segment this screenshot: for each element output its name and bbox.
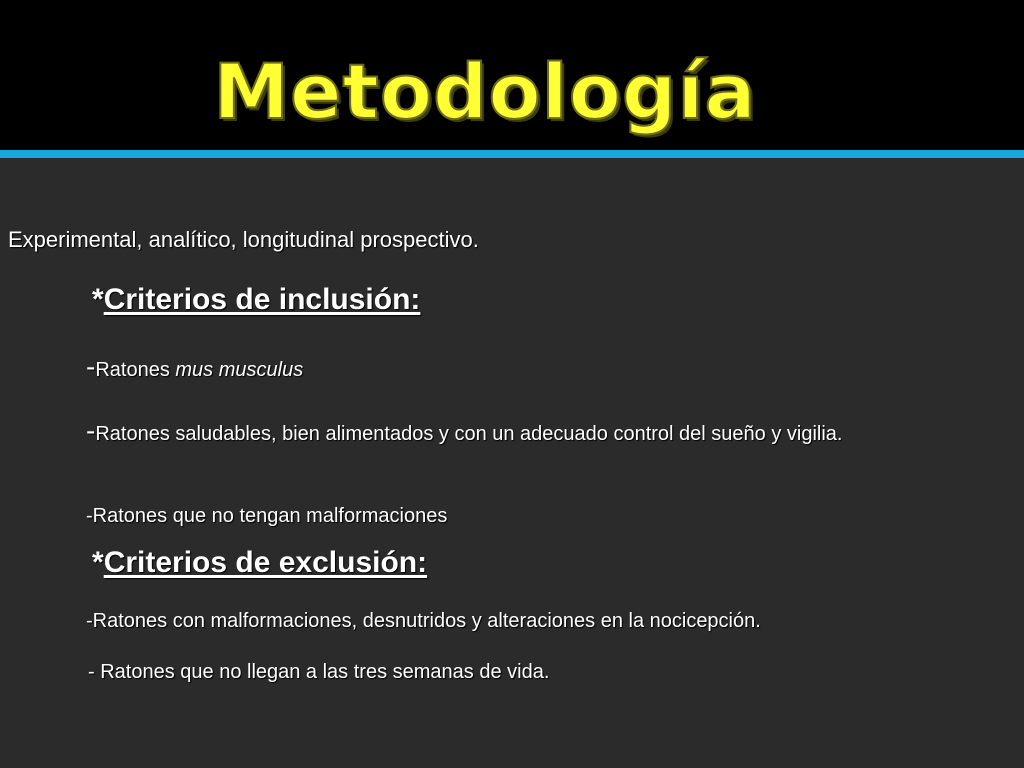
- study-type-text: Experimental, analítico, longitudinal prospectivo.: [8, 227, 479, 252]
- exclusion-item-2: - Ratones que no llegan a las tres semanas de vida.: [88, 661, 550, 683]
- inclusion-item-1: [86, 351, 304, 384]
- inclusion-item-2-text: Ratones saludables, bien alimentados y con un adecuado control del sueño y vigilia.: [95, 423, 843, 445]
- inclusion-item-1-text: Ratones: [95, 359, 176, 381]
- bullet-dash: -: [86, 351, 96, 382]
- inclusion-item-1-species: mus musculus: [175, 359, 304, 381]
- accent-divider: [0, 150, 1024, 158]
- bullet-dash: -: [86, 415, 96, 446]
- inclusion-criteria-heading: [92, 282, 420, 318]
- inclusion-item-3: -Ratones que no tengan malformaciones: [86, 505, 448, 527]
- exclusion-asterisk: *: [92, 546, 104, 579]
- exclusion-criteria-heading: [92, 545, 427, 581]
- inclusion-heading-label: Criterios de inclusión:: [103, 283, 421, 316]
- exclusion-heading-label: Criterios de exclusión:: [103, 546, 428, 579]
- slide-title: Metodología: [213, 47, 757, 136]
- exclusion-item-1: -Ratones con malformaciones, desnutridos y alteraciones en la nocicepción.: [86, 610, 761, 632]
- inclusion-asterisk: *: [92, 283, 104, 316]
- inclusion-item-2: [86, 415, 906, 448]
